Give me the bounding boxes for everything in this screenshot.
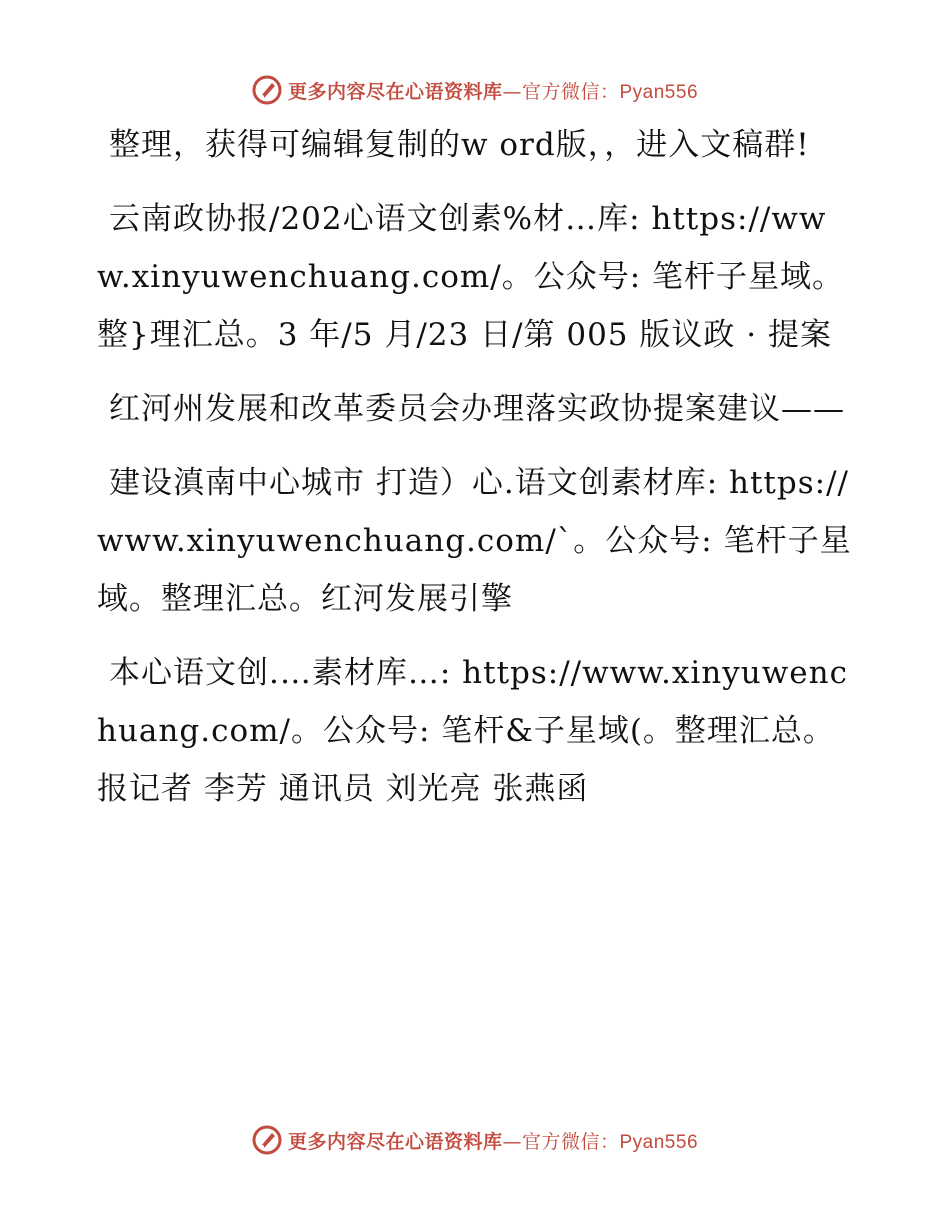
watermark-brand: 更多内容尽在心语资料库 [287,1130,503,1153]
watermark-handle: Pyan556 [619,1131,699,1153]
document-body [97,116,857,834]
pen-logo-icon [252,1125,282,1155]
watermark-handle: Pyan556 [619,81,699,103]
header-watermark [0,70,950,110]
paragraph-3: 红河州发展和改革委员会办理落实政协提案建议—— [109,391,845,427]
watermark-separator: — [502,1130,522,1153]
paragraph-4: 建设滇南中心城市 打造）心.语文创素材库: https://www.xinyuwenchuang.com/`。公众号: 笔杆子星域。整理汇总。红河发展引擎 [97,465,852,617]
paragraph-1: 整理，获得可编辑复制的w ord版，，进入文稿群! [109,127,810,163]
watermark-text [288,1127,698,1154]
watermark-separator: — [502,80,522,103]
watermark-text [288,77,698,104]
watermark-brand: 更多内容尽在心语资料库 [287,80,503,103]
watermark-label: 官方微信： [521,80,620,103]
watermark-label: 官方微信： [521,1130,620,1153]
paragraph-2: 云南政协报/202心语文创素%材…库: https://www.xinyuwenchuang.com/。公众号: 笔杆子星域。整}理汇总。3 年/5 月/23 日/第 005 版议政 · 提案 [97,201,844,353]
paragraph-5: 本心语文创.…素材库…: https://www.xinyuwenchuang.com/。公众号: 笔杆&子星域(。整理汇总。报记者 李芳 通讯员 刘光亮 张燕函 [97,655,848,807]
footer-watermark [0,1120,950,1160]
pen-logo-icon [252,75,282,105]
